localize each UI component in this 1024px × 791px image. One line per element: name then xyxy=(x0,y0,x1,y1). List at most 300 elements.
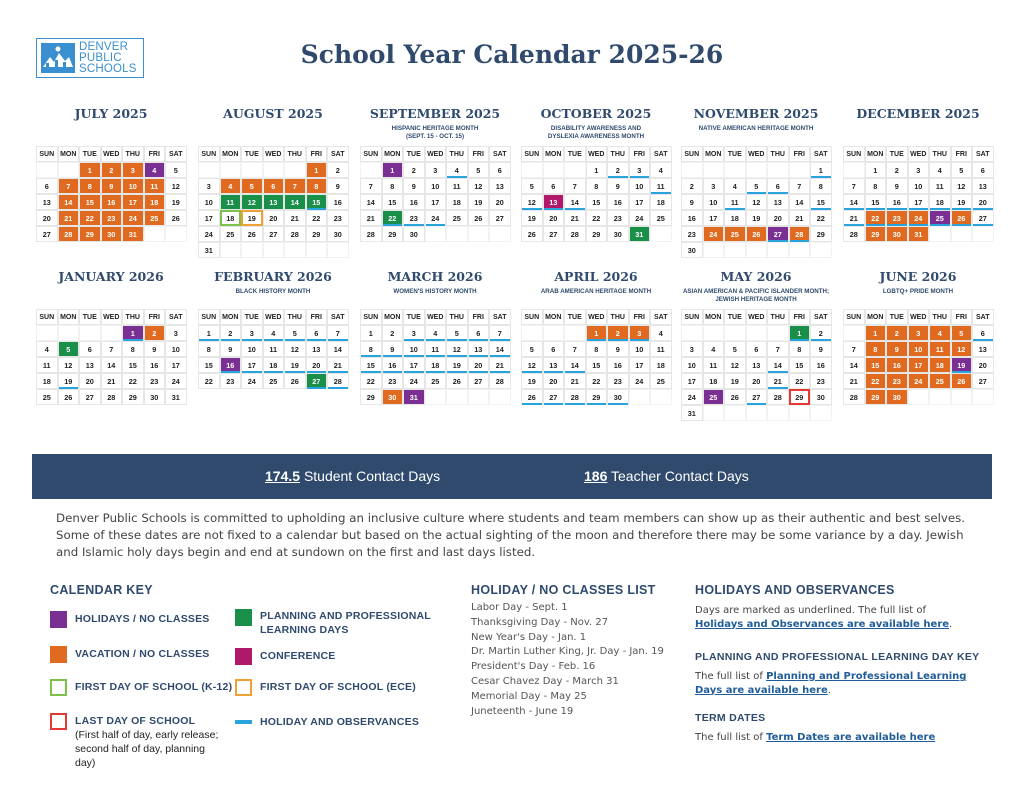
day-cell: 23 xyxy=(607,373,629,389)
month-title: JANUARY 2026 xyxy=(58,269,164,284)
day-cell: 18 xyxy=(144,194,166,210)
day-cell: 30 xyxy=(886,389,908,405)
logo-line-3: SCHOOLS xyxy=(79,62,137,75)
day-cell: 15 xyxy=(865,194,887,210)
observances-section xyxy=(695,583,985,631)
day-cell: 22 xyxy=(810,210,832,226)
day-cell: 1 xyxy=(79,162,101,178)
day-cell: 28 xyxy=(489,373,511,389)
month-4 xyxy=(681,106,831,258)
day-cell: 3 xyxy=(908,325,930,341)
day-cell: 6 xyxy=(489,162,511,178)
weekday-header: THU xyxy=(767,146,789,162)
day-cell: 6 xyxy=(79,341,101,357)
month-title: MAY 2026 xyxy=(720,269,792,284)
day-cell: 14 xyxy=(564,357,586,373)
holiday-list-item: Cesar Chavez Day - March 31 xyxy=(471,675,619,687)
weekday-header: SAT xyxy=(810,146,832,162)
holiday-list-item: Labor Day - Sept. 1 xyxy=(471,602,568,613)
weekday-header: WED xyxy=(425,309,447,325)
empty-cell xyxy=(446,389,468,405)
day-cell: 15 xyxy=(198,357,220,373)
weekday-header: WED xyxy=(101,146,123,162)
day-cell: 1 xyxy=(865,325,887,341)
day-cell: 6 xyxy=(767,178,789,194)
day-cell: 23 xyxy=(382,373,404,389)
empty-cell xyxy=(198,162,220,178)
day-cell: 28 xyxy=(843,226,865,242)
day-cell: 20 xyxy=(543,373,565,389)
day-cell: 26 xyxy=(165,210,187,226)
day-cell: 13 xyxy=(543,194,565,210)
day-cell: 23 xyxy=(886,210,908,226)
day-cell: 4 xyxy=(263,325,285,341)
day-cell: 19 xyxy=(284,357,306,373)
weekday-header: WED xyxy=(425,146,447,162)
day-cell: 10 xyxy=(703,194,725,210)
day-cell: 30 xyxy=(101,226,123,242)
weekday-header: TUE xyxy=(403,146,425,162)
day-cell: 22 xyxy=(360,373,382,389)
day-cell: 9 xyxy=(101,178,123,194)
day-cell: 27 xyxy=(36,226,58,242)
day-cell: 6 xyxy=(972,325,994,341)
weekday-header: SAT xyxy=(810,309,832,325)
weekday-header: FRI xyxy=(951,309,973,325)
day-cell: 3 xyxy=(241,325,263,341)
day-cell: 9 xyxy=(220,341,242,357)
day-cell: 24 xyxy=(703,226,725,242)
day-cell: 14 xyxy=(360,194,382,210)
day-cell: 27 xyxy=(489,210,511,226)
weekday-header: MON xyxy=(703,309,725,325)
weekday-header: SUN xyxy=(681,309,703,325)
day-cell: 27 xyxy=(543,226,565,242)
day-cell: 4 xyxy=(650,325,672,341)
day-cell: 2 xyxy=(681,178,703,194)
day-cell: 29 xyxy=(865,389,887,405)
empty-cell xyxy=(724,242,746,258)
day-cell: 6 xyxy=(36,178,58,194)
empty-cell xyxy=(650,389,672,405)
weekday-header: WED xyxy=(746,309,768,325)
day-cell: 7 xyxy=(58,178,80,194)
empty-cell xyxy=(58,162,80,178)
day-cell: 7 xyxy=(564,341,586,357)
day-cell: 1 xyxy=(360,325,382,341)
empty-cell xyxy=(36,325,58,341)
day-cell: 1 xyxy=(789,325,811,341)
day-cell: 27 xyxy=(972,373,994,389)
day-cell: 27 xyxy=(972,210,994,226)
day-cell: 10 xyxy=(629,341,651,357)
day-cell: 19 xyxy=(165,194,187,210)
first-ece-swatch xyxy=(235,679,252,696)
day-cell: 26 xyxy=(951,373,973,389)
day-cell: 20 xyxy=(468,357,490,373)
day-cell: 19 xyxy=(521,210,543,226)
weekday-header: FRI xyxy=(144,146,166,162)
day-cell: 15 xyxy=(360,357,382,373)
empty-cell xyxy=(284,162,306,178)
day-cell: 5 xyxy=(468,162,490,178)
day-cell: 23 xyxy=(403,210,425,226)
month-1 xyxy=(198,106,348,258)
key-first-k12-label: FIRST DAY OF SCHOOL (K-12) xyxy=(75,681,233,693)
day-cell: 8 xyxy=(810,178,832,194)
day-cell: 5 xyxy=(284,325,306,341)
day-cell: 20 xyxy=(79,373,101,389)
observances-text: Days are marked as underlined. The full list of Holidays and Observances are available here. xyxy=(695,605,953,630)
day-cell: 14 xyxy=(843,194,865,210)
day-cell: 17 xyxy=(403,357,425,373)
day-cell: 21 xyxy=(789,210,811,226)
day-cell: 1 xyxy=(198,325,220,341)
month-heritage-label: NATIVE AMERICAN HERITAGE MONTH xyxy=(698,125,814,132)
term-dates-link[interactable]: Term Dates are available here xyxy=(766,732,936,743)
day-cell: 28 xyxy=(101,389,123,405)
weekday-header: FRI xyxy=(306,309,328,325)
day-cell: 29 xyxy=(865,226,887,242)
day-cell: 6 xyxy=(972,162,994,178)
day-cell: 25 xyxy=(650,210,672,226)
day-cell: 30 xyxy=(607,226,629,242)
day-cell: 29 xyxy=(382,226,404,242)
day-cell: 4 xyxy=(446,162,468,178)
day-cell: 15 xyxy=(79,194,101,210)
day-cell: 20 xyxy=(767,210,789,226)
weekday-header: TUE xyxy=(724,146,746,162)
day-cell: 13 xyxy=(746,357,768,373)
month-heritage-label: DISABILITY AWARENESS AND DYSLEXIA AWARENESS MONTH xyxy=(547,125,645,140)
day-cell: 16 xyxy=(886,357,908,373)
day-cell: 7 xyxy=(789,178,811,194)
day-cell: 10 xyxy=(165,341,187,357)
day-cell: 21 xyxy=(327,357,349,373)
day-cell: 25 xyxy=(220,226,242,242)
empty-cell xyxy=(101,325,123,341)
empty-cell xyxy=(629,389,651,405)
day-cell: 12 xyxy=(746,194,768,210)
day-cell: 21 xyxy=(564,210,586,226)
day-cell: 4 xyxy=(650,162,672,178)
empty-cell xyxy=(789,242,811,258)
weekday-header: SAT xyxy=(972,146,994,162)
student-days-number: 174.5 xyxy=(265,468,301,484)
day-cell: 1 xyxy=(810,162,832,178)
month-7 xyxy=(198,269,348,389)
logo-line-2: PUBLIC xyxy=(79,51,122,64)
inclusion-statement: Denver Public Schools is committed to upholding an inclusive culture where students and team members can show up as their authentic and best selves. Some of these dates are not fixed to a calendar but based on the actual sighting of the moon and therefore there may be some variance by a day. Jewish and Islamic holy days begin and end at sundown on the first and last days listed. xyxy=(56,511,966,559)
day-cell: 7 xyxy=(360,178,382,194)
key-observance xyxy=(235,714,419,729)
key-planning-label: PLANNING AND PROFESSIONAL LEARNING DAYS xyxy=(260,610,431,636)
day-cell: 11 xyxy=(724,194,746,210)
planning-key-text-lead: The full list of xyxy=(695,671,763,682)
weekday-header: SAT xyxy=(165,146,187,162)
weekday-header: SUN xyxy=(36,309,58,325)
day-cell: 5 xyxy=(241,178,263,194)
day-cell: 12 xyxy=(284,341,306,357)
key-conference-label: CONFERENCE xyxy=(260,650,336,662)
month-2 xyxy=(360,106,510,242)
day-cell: 31 xyxy=(908,226,930,242)
empty-cell xyxy=(521,162,543,178)
day-cell: 26 xyxy=(446,373,468,389)
empty-cell xyxy=(360,162,382,178)
weekday-header: FRI xyxy=(789,146,811,162)
logo-line-1: DENVER xyxy=(79,40,129,53)
day-cell: 31 xyxy=(681,405,703,421)
weekday-header: SAT xyxy=(165,309,187,325)
holiday-list-item: Dr. Martin Luther King, Jr. Day - Jan. 19 xyxy=(471,646,664,658)
empty-cell xyxy=(724,325,746,341)
day-cell: 19 xyxy=(951,194,973,210)
day-cell: 4 xyxy=(929,162,951,178)
day-cell: 5 xyxy=(165,162,187,178)
day-cell: 11 xyxy=(703,357,725,373)
weekday-header: WED xyxy=(908,146,930,162)
day-cell: 21 xyxy=(843,373,865,389)
day-cell: 6 xyxy=(746,341,768,357)
weekday-header: TUE xyxy=(564,309,586,325)
day-cell: 15 xyxy=(122,357,144,373)
empty-cell xyxy=(650,226,672,242)
weekday-header: SAT xyxy=(489,309,511,325)
day-cell: 22 xyxy=(198,373,220,389)
empty-cell xyxy=(951,226,973,242)
day-cell: 24 xyxy=(908,210,930,226)
day-cell: 13 xyxy=(468,341,490,357)
day-cell: 15 xyxy=(810,194,832,210)
day-cell: 21 xyxy=(101,373,123,389)
empty-cell xyxy=(564,325,586,341)
weekday-header: TUE xyxy=(724,309,746,325)
weekday-header: FRI xyxy=(629,309,651,325)
day-cell: 24 xyxy=(165,373,187,389)
day-cell: 9 xyxy=(144,341,166,357)
day-cell: 8 xyxy=(382,178,404,194)
empty-cell xyxy=(489,226,511,242)
day-cell: 19 xyxy=(521,373,543,389)
weekday-header: SUN xyxy=(36,146,58,162)
day-cell: 25 xyxy=(929,210,951,226)
empty-cell xyxy=(220,162,242,178)
weekday-header: THU xyxy=(122,309,144,325)
day-cell: 28 xyxy=(360,226,382,242)
empty-cell xyxy=(789,162,811,178)
day-cell: 7 xyxy=(101,341,123,357)
day-cell: 26 xyxy=(468,210,490,226)
day-cell: 5 xyxy=(521,341,543,357)
day-cell: 23 xyxy=(144,373,166,389)
weekday-header: SUN xyxy=(521,309,543,325)
weekday-header: SUN xyxy=(843,146,865,162)
key-vacation xyxy=(50,646,210,663)
month-title: SEPTEMBER 2025 xyxy=(369,106,501,121)
day-cell: 11 xyxy=(144,178,166,194)
day-cell: 2 xyxy=(403,162,425,178)
day-cell: 12 xyxy=(724,357,746,373)
last-day-swatch xyxy=(50,713,67,730)
key-vacation-label: VACATION / NO CLASSES xyxy=(75,648,210,660)
day-cell: 17 xyxy=(629,194,651,210)
holiday-list-item: President's Day - Feb. 16 xyxy=(471,661,596,673)
day-cell: 16 xyxy=(607,194,629,210)
day-cell: 16 xyxy=(607,357,629,373)
day-cell: 12 xyxy=(951,341,973,357)
day-cell: 1 xyxy=(865,162,887,178)
day-cell: 30 xyxy=(886,226,908,242)
empty-cell xyxy=(703,405,725,421)
day-cell: 20 xyxy=(972,357,994,373)
page-title: School Year Calendar 2025-26 xyxy=(300,40,724,69)
day-cell: 17 xyxy=(165,357,187,373)
day-cell: 10 xyxy=(198,194,220,210)
empty-cell xyxy=(929,389,951,405)
day-cell: 1 xyxy=(306,162,328,178)
month-grid xyxy=(360,309,510,405)
empty-cell xyxy=(972,226,994,242)
empty-cell xyxy=(724,405,746,421)
day-cell: 13 xyxy=(767,194,789,210)
month-grid xyxy=(360,146,510,242)
day-cell: 9 xyxy=(886,341,908,357)
weekday-header: THU xyxy=(284,146,306,162)
day-cell: 22 xyxy=(79,210,101,226)
day-cell: 7 xyxy=(843,178,865,194)
month-title: MARCH 2026 xyxy=(387,269,483,284)
day-cell: 3 xyxy=(629,325,651,341)
day-cell: 20 xyxy=(36,210,58,226)
day-cell: 16 xyxy=(327,194,349,210)
weekday-header: MON xyxy=(220,309,242,325)
day-cell: 2 xyxy=(382,325,404,341)
month-grid xyxy=(521,146,671,242)
empty-cell xyxy=(521,325,543,341)
month-title: APRIL 2026 xyxy=(554,269,638,284)
day-cell: 14 xyxy=(767,357,789,373)
weekday-header: THU xyxy=(446,309,468,325)
empty-cell xyxy=(165,226,187,242)
month-0 xyxy=(36,106,186,242)
day-cell: 12 xyxy=(521,194,543,210)
empty-cell xyxy=(79,325,101,341)
day-cell: 20 xyxy=(263,210,285,226)
day-cell: 10 xyxy=(425,178,447,194)
empty-cell xyxy=(972,389,994,405)
day-cell: 8 xyxy=(360,341,382,357)
empty-cell xyxy=(220,242,242,258)
day-cell: 17 xyxy=(241,357,263,373)
day-cell: 27 xyxy=(263,226,285,242)
day-cell: 17 xyxy=(122,194,144,210)
day-cell: 12 xyxy=(241,194,263,210)
empty-cell xyxy=(468,389,490,405)
day-cell: 13 xyxy=(306,341,328,357)
day-cell: 30 xyxy=(382,389,404,405)
weekday-header: FRI xyxy=(306,146,328,162)
observances-link[interactable]: Holidays and Observances are available here xyxy=(695,618,950,630)
day-cell: 29 xyxy=(810,226,832,242)
day-cell: 24 xyxy=(122,210,144,226)
day-cell: 12 xyxy=(521,357,543,373)
day-cell: 19 xyxy=(724,373,746,389)
day-cell: 3 xyxy=(165,325,187,341)
weekday-header: TUE xyxy=(241,146,263,162)
day-cell: 2 xyxy=(220,325,242,341)
weekday-header: SUN xyxy=(198,146,220,162)
day-cell: 26 xyxy=(521,226,543,242)
day-cell: 31 xyxy=(165,389,187,405)
key-first-k12 xyxy=(50,679,232,696)
planning-key-text: The full list of Planning and Professional Learning Days are available here. xyxy=(695,671,967,696)
day-cell: 10 xyxy=(122,178,144,194)
empty-cell xyxy=(58,325,80,341)
key-last-day-note: (First half of day, early release; second half of day, planning day) xyxy=(75,729,219,769)
day-cell: 5 xyxy=(446,325,468,341)
key-conference xyxy=(235,648,336,665)
empty-cell xyxy=(951,389,973,405)
weekday-header: TUE xyxy=(886,146,908,162)
day-cell: 13 xyxy=(972,178,994,194)
empty-cell xyxy=(767,325,789,341)
day-cell: 13 xyxy=(36,194,58,210)
day-cell: 29 xyxy=(122,389,144,405)
day-cell: 2 xyxy=(886,162,908,178)
day-cell: 3 xyxy=(425,162,447,178)
empty-cell xyxy=(263,162,285,178)
day-cell: 25 xyxy=(929,373,951,389)
holiday-list-item: New Year's Day - Jan. 1 xyxy=(471,631,587,643)
empty-cell xyxy=(724,162,746,178)
weekday-header: THU xyxy=(607,309,629,325)
day-cell: 24 xyxy=(908,373,930,389)
day-cell: 3 xyxy=(122,162,144,178)
day-cell: 18 xyxy=(724,210,746,226)
day-cell: 21 xyxy=(58,210,80,226)
weekday-header: WED xyxy=(908,309,930,325)
day-cell: 23 xyxy=(681,226,703,242)
weekday-header: MON xyxy=(58,146,80,162)
planning-days-link[interactable]: Planning and Professional Learning Days are available here xyxy=(695,671,967,696)
day-cell: 13 xyxy=(489,178,511,194)
weekday-header: SAT xyxy=(650,146,672,162)
weekday-header: THU xyxy=(607,146,629,162)
day-cell: 15 xyxy=(586,194,608,210)
empty-cell xyxy=(789,405,811,421)
day-cell: 6 xyxy=(468,325,490,341)
day-cell: 9 xyxy=(886,178,908,194)
day-cell: 11 xyxy=(220,194,242,210)
day-cell: 3 xyxy=(403,325,425,341)
day-cell: 9 xyxy=(327,178,349,194)
day-cell: 18 xyxy=(650,357,672,373)
day-cell: 2 xyxy=(101,162,123,178)
day-cell: 7 xyxy=(489,325,511,341)
weekday-header: TUE xyxy=(886,309,908,325)
day-cell: 5 xyxy=(951,162,973,178)
day-cell: 8 xyxy=(586,341,608,357)
month-title: AUGUST 2025 xyxy=(223,106,323,121)
key-first-ece xyxy=(235,679,416,696)
day-cell: 9 xyxy=(403,178,425,194)
day-cell: 4 xyxy=(724,178,746,194)
weekday-header: SUN xyxy=(360,309,382,325)
calendar-key-title: CALENDAR KEY xyxy=(50,583,153,597)
month-grid xyxy=(521,309,671,405)
day-cell: 17 xyxy=(198,210,220,226)
